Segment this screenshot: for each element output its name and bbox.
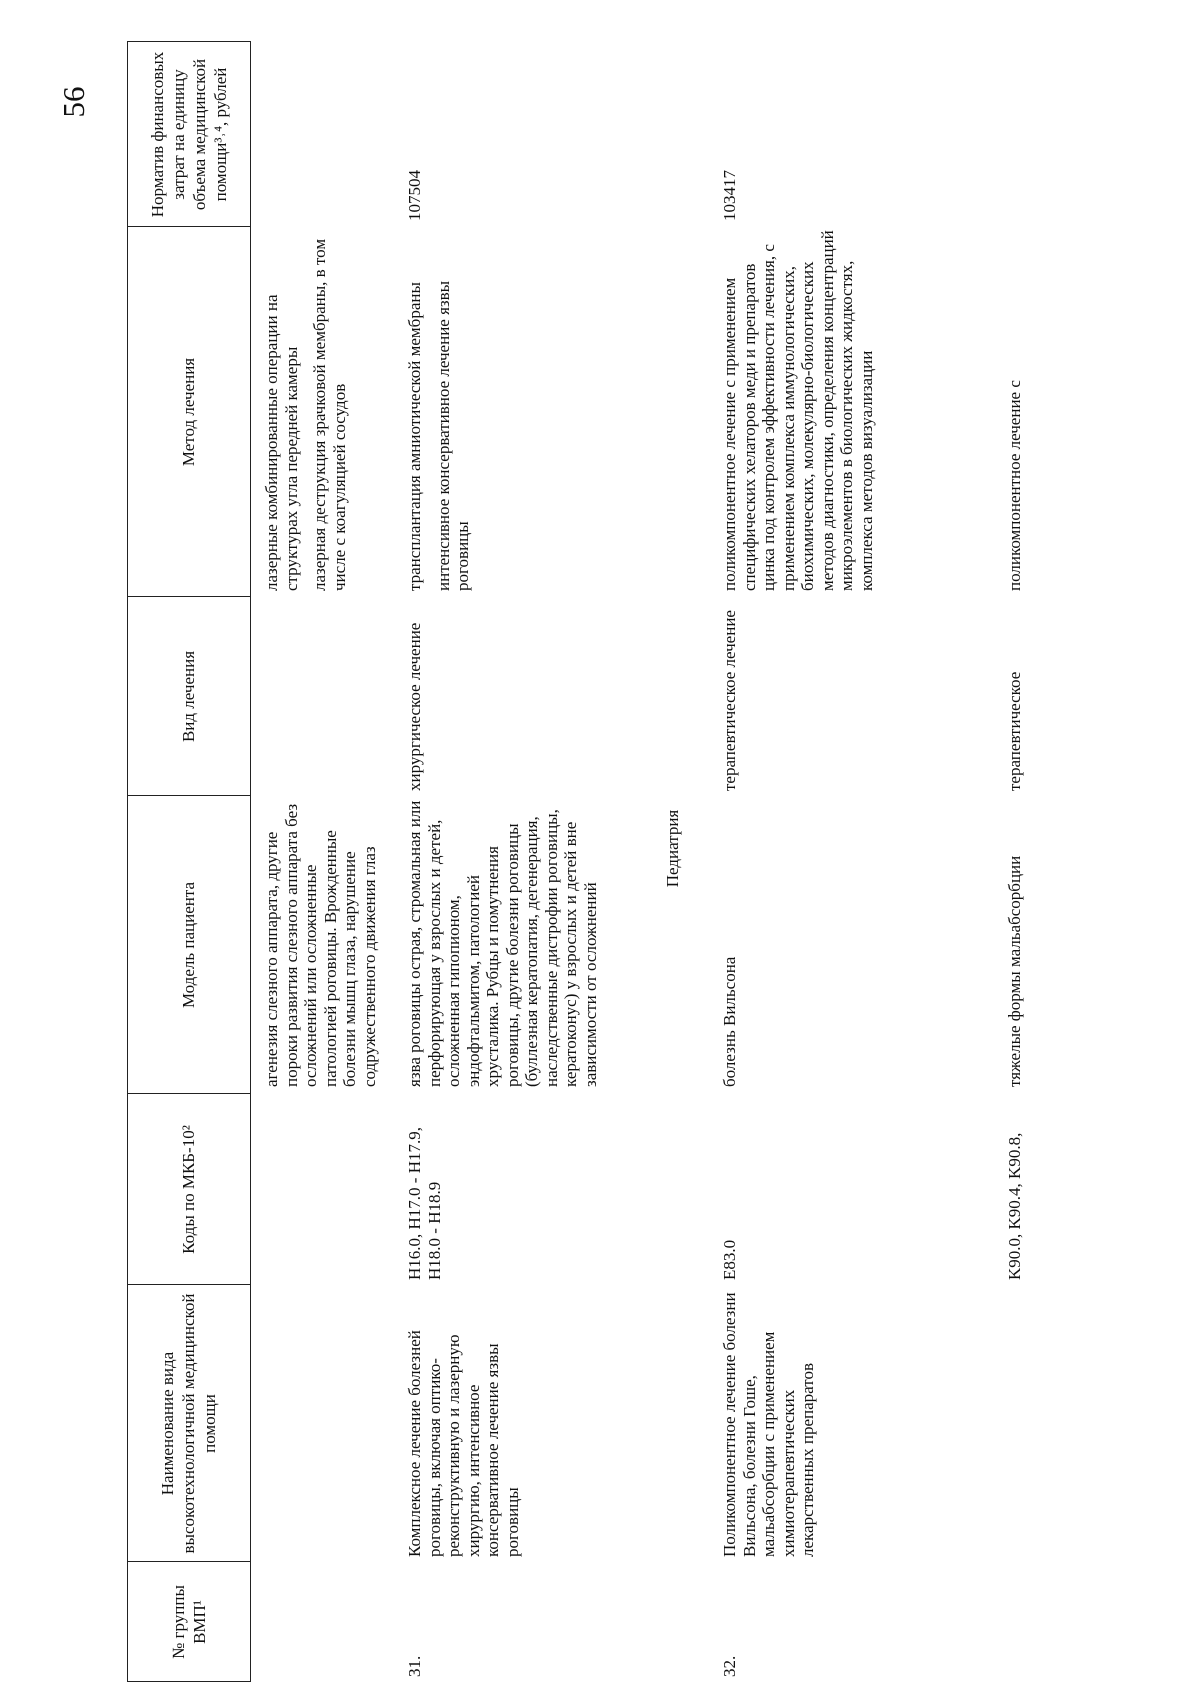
row31-cost: 107504: [405, 170, 424, 221]
row31-method-2: интенсивное консервативное лечение язвы роговицы: [433, 280, 472, 591]
row32-patient-model: болезнь Вильсона: [720, 956, 739, 1087]
row31-method-1: трансплантация амниотической мембраны: [405, 282, 424, 591]
row32b-method: поликомпонентное лечение с: [1005, 380, 1024, 591]
row32b-patient-model: тяжелые формы мальабсорбции: [1005, 855, 1024, 1087]
continuation-patient-model: агенезия слезного аппарата, другие пороки развития слезного аппарата без осложнений или осложненные патологией роговицы. Врожденные болезни мышц глаза, нарушение содружественного движения глаз: [262, 803, 379, 1087]
row31-treatment-type: хирургическое лечение: [405, 622, 424, 791]
row32b-codes: K90.0, K90.4, K90.8,: [1005, 1132, 1024, 1280]
row31-name: Комплексное лечение болезней роговицы, включая оптико-реконструктивную и лазерную хирургию, интенсивное консервативное лечение язвы роговицы: [405, 1330, 522, 1557]
header-codes: Коды по МКБ-10²: [179, 1125, 198, 1254]
continuation-method-2: лазерная деструкция зрачковой мембраны, в том числе с коагуляцией сосудов: [310, 238, 349, 591]
row31-no: 31.: [405, 1655, 424, 1677]
continuation-method-1: лазерные комбинированные операции на структурах угла передней камеры: [262, 294, 301, 591]
row32-codes: E83.0: [720, 1239, 739, 1280]
row32-no: 32.: [720, 1655, 739, 1677]
header-treatment-type: Вид лечения: [179, 650, 198, 743]
row31-method: [405, 229, 482, 591]
row31-codes: H16.0, H17.0 - H17.9, H18.0 - H18.9: [405, 1127, 444, 1280]
row32-treatment-type: терапевтическое лечение: [720, 610, 739, 791]
row32-name: Поликомпонентное лечение болезни Вильсона, болезни Гоше, мальабсорбции с применением химиотерапевтических лекарственных препаратов: [720, 1292, 817, 1557]
header-cost-norm: Норматив финансовых затрат на единицу объема медицинской помощи³˒⁴, рублей: [147, 51, 230, 218]
header-group-no: № группы ВМП¹: [168, 1585, 209, 1659]
header-patient-model: Модель пациента: [179, 881, 198, 1009]
continuation-method: [262, 229, 358, 591]
row32b-treatment-type: терапевтическое: [1005, 671, 1024, 791]
header-method: Метод лечения: [179, 357, 198, 467]
section-title: Педиатрия: [663, 809, 682, 888]
row32-method: поликомпонентное лечение с применением специфических хелаторов меди и препаратов цинка под контролем эффективности лечения, с применением комплекса иммунологических, биохимических, молекулярно-биологических методов диагностики, определения концентраций микроэлементов в биологических жидкостях, комплекса методов визуализации: [720, 230, 876, 591]
row31-patient-model: язва роговицы острая, стромальная или перфорирующая у взрослых и детей, осложненная гипопионом, эндофтальмитом, патологией хрусталика. Рубцы и помутнения роговицы, другие болезни роговицы (буллезная кератопатия, дегенерация, наследственные дистрофии роговицы, кератоконус) у взрослых и детей вне зависимости от осложнений: [405, 800, 600, 1087]
page-number: 56: [56, 86, 91, 118]
row32-cost: 103417: [720, 170, 739, 221]
header-name: Наименование вида высокотехнологичной медицинской помощи: [158, 1293, 219, 1554]
